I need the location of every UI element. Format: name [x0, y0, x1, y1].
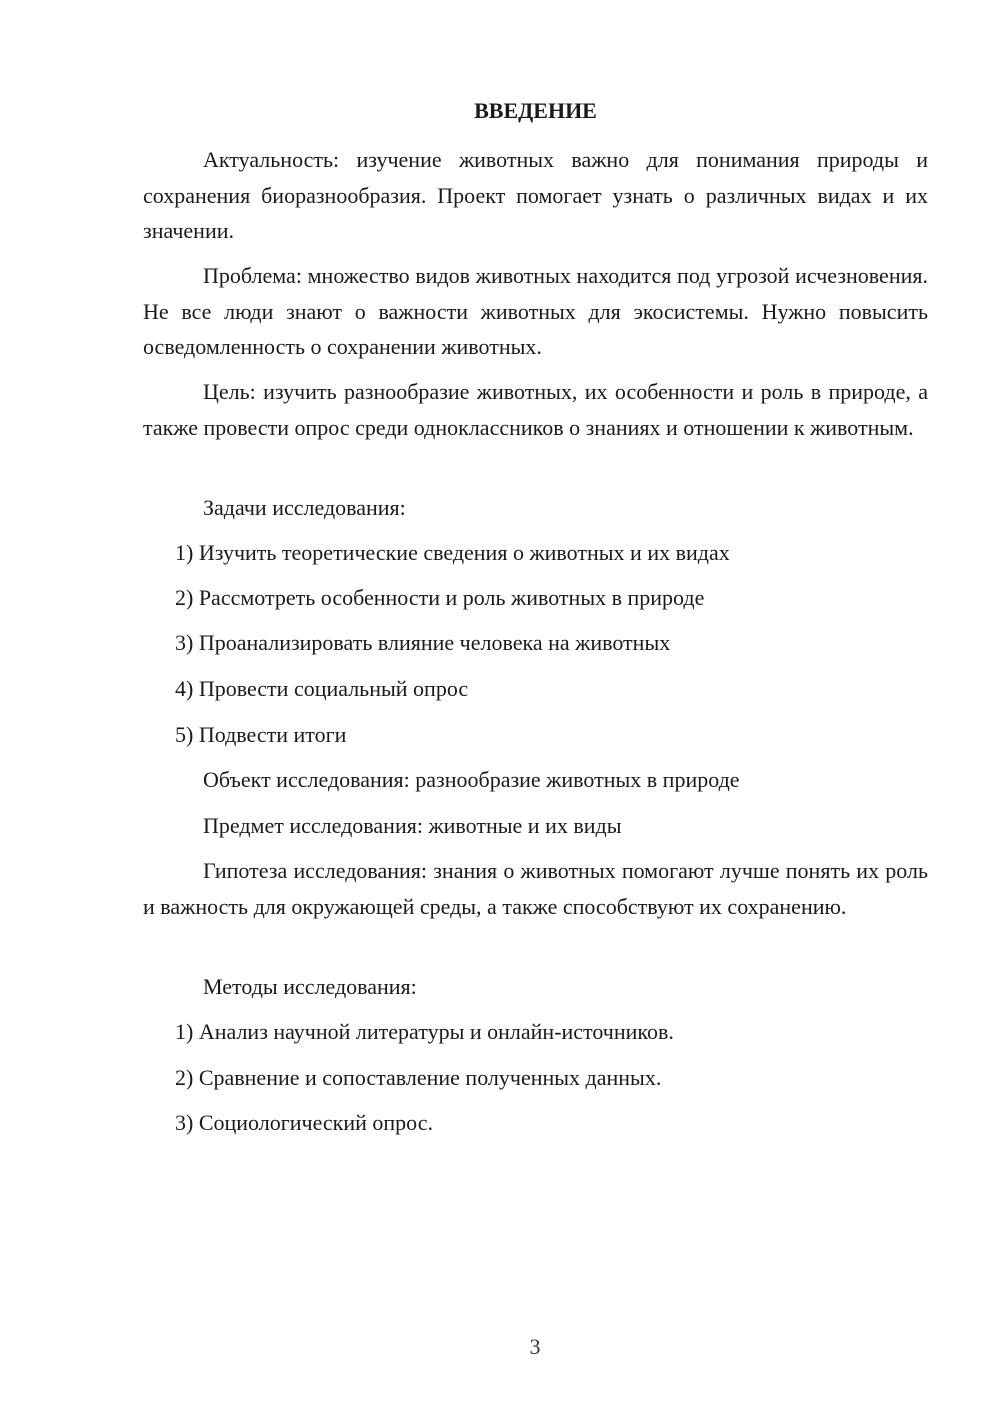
relevance-paragraph: Актуальность: изучение животных важно для понимания природы и сохранения биоразнообразия. Проект помогает узнать о различных видах и их значении.	[143, 147, 928, 243]
problem-paragraph: Проблема: множество видов животных находится под угрозой исчезновения. Не все люди знают о важности животных для экосистемы. Нужно повысить осведомленность о сохранении животных.	[143, 263, 928, 359]
task-item: 1) Изучить теоретические сведения о животных и их видах	[175, 540, 730, 565]
hypothesis-paragraph: Гипотеза исследования: знания о животных помогают лучше понять их роль и важность для окружающей среды, а также способствуют их сохранению.	[143, 858, 928, 919]
methods-heading: Методы исследования:	[203, 974, 417, 999]
task-item: 5) Подвести итоги	[175, 722, 347, 747]
task-item: 4) Провести социальный опрос	[175, 676, 469, 701]
section-title: ВВЕДЕНИЕ	[474, 98, 597, 123]
method-item: 2) Сравнение и сопоставление полученных данных.	[175, 1065, 662, 1090]
task-item: 3) Проанализировать влияние человека на животных	[175, 630, 671, 655]
object-line: Объект исследования: разнообразие животных в природе	[203, 767, 740, 792]
method-item: 3) Социологический опрос.	[175, 1110, 433, 1135]
goal-paragraph: Цель: изучить разнообразие животных, их особенности и роль в природе, а также провести опрос среди одноклассников о знаниях и отношении к животным.	[143, 379, 928, 440]
tasks-heading: Задачи исследования:	[203, 495, 406, 520]
task-item: 2) Рассмотреть особенности и роль животных в природе	[175, 585, 705, 610]
method-item: 1) Анализ научной литературы и онлайн-источников.	[175, 1019, 674, 1044]
subject-line: Предмет исследования: животные и их виды	[203, 813, 622, 838]
page-number: 3	[529, 1334, 541, 1359]
